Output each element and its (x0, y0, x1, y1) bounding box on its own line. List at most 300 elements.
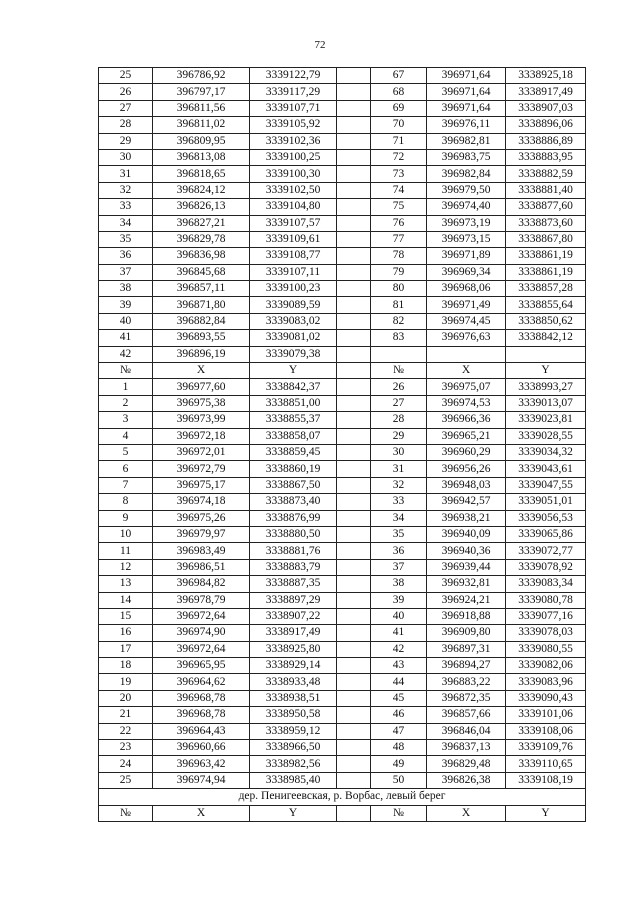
x-coordinate-cell: 396939,44 (427, 559, 506, 575)
y-coordinate-cell: 3339117,29 (250, 84, 337, 100)
y-coordinate-cell: 3339080,55 (506, 641, 586, 657)
spacer-cell (337, 428, 371, 444)
x-coordinate-cell: 396976,11 (427, 117, 506, 133)
x-coordinate-cell: 396969,34 (427, 264, 506, 280)
spacer-cell (337, 395, 371, 411)
y-coordinate-cell: 3339100,25 (250, 149, 337, 165)
y-coordinate-cell: 3338881,40 (506, 182, 586, 198)
x-coordinate-cell: 396809,95 (153, 133, 250, 149)
x-coordinate-cell: 396824,12 (153, 182, 250, 198)
point-number-cell: 42 (99, 346, 153, 362)
point-number-cell: 42 (371, 641, 427, 657)
point-number-cell: 32 (99, 182, 153, 198)
point-number-cell: 82 (371, 313, 427, 329)
y-coordinate-cell: 3338883,79 (250, 559, 337, 575)
point-number-cell: 23 (99, 740, 153, 756)
y-coordinate-cell: 3339078,92 (506, 559, 586, 575)
point-number-cell: 18 (99, 658, 153, 674)
x-coordinate-cell: 396948,03 (427, 477, 506, 493)
table-row (99, 526, 586, 542)
table-row (99, 625, 586, 641)
y-coordinate-cell (506, 346, 586, 362)
point-number-cell: 13 (99, 576, 153, 592)
spacer-cell (337, 297, 371, 313)
y-coordinate-cell: 3338950,58 (250, 707, 337, 723)
table-row (99, 100, 586, 116)
spacer-cell (337, 740, 371, 756)
point-number-cell: 38 (371, 576, 427, 592)
x-coordinate-cell: 396845,68 (153, 264, 250, 280)
y-coordinate-cell: 3338861,19 (506, 248, 586, 264)
point-number-cell: 39 (371, 592, 427, 608)
point-number-cell: 7 (99, 477, 153, 493)
y-coordinate-cell: 3339079,38 (250, 346, 337, 362)
spacer-cell (337, 444, 371, 460)
x-coordinate-cell: 396966,36 (427, 412, 506, 428)
x-coordinate-cell: 396871,80 (153, 297, 250, 313)
point-number-cell: 10 (99, 526, 153, 542)
spacer-cell (337, 199, 371, 215)
y-coordinate-cell: 3339102,50 (250, 182, 337, 198)
y-coordinate-cell: 3338850,62 (506, 313, 586, 329)
x-coordinate-cell: 396857,66 (427, 707, 506, 723)
y-coordinate-cell: 3338873,40 (250, 494, 337, 510)
point-number-cell: 12 (99, 559, 153, 575)
spacer-cell (337, 346, 371, 362)
point-number-cell: 81 (371, 297, 427, 313)
table-row (99, 690, 586, 706)
spacer-cell (337, 723, 371, 739)
y-coordinate-cell: 3338887,35 (250, 576, 337, 592)
spacer-cell (337, 690, 371, 706)
x-coordinate-cell: 396975,17 (153, 477, 250, 493)
point-number-cell: 76 (371, 215, 427, 231)
x-coordinate-cell: 396974,18 (153, 494, 250, 510)
point-number-cell: 67 (371, 68, 427, 84)
point-number-cell: 47 (371, 723, 427, 739)
header-row-bottom (99, 805, 586, 821)
header-y-cell: Y (250, 805, 337, 821)
header-x-cell: X (153, 805, 250, 821)
table-row (99, 559, 586, 575)
x-coordinate-cell: 396977,60 (153, 379, 250, 395)
table-row (99, 494, 586, 510)
table-row (99, 199, 586, 215)
x-coordinate-cell: 396975,07 (427, 379, 506, 395)
x-coordinate-cell: 396976,63 (427, 330, 506, 346)
spacer-cell (337, 559, 371, 575)
y-coordinate-cell: 3338907,03 (506, 100, 586, 116)
y-coordinate-cell: 3338882,59 (506, 166, 586, 182)
y-coordinate-cell: 3338876,99 (250, 510, 337, 526)
y-coordinate-cell: 3339043,61 (506, 461, 586, 477)
spacer-cell (337, 772, 371, 788)
y-coordinate-cell: 3339078,03 (506, 625, 586, 641)
y-coordinate-cell: 3338873,60 (506, 215, 586, 231)
point-number-cell: 26 (371, 379, 427, 395)
x-coordinate-cell: 396971,49 (427, 297, 506, 313)
point-number-cell: 41 (371, 625, 427, 641)
point-number-cell: 29 (371, 428, 427, 444)
point-number-cell: 4 (99, 428, 153, 444)
spacer-cell (337, 805, 371, 821)
table-row (99, 297, 586, 313)
x-coordinate-cell: 396883,22 (427, 674, 506, 690)
x-coordinate-cell: 396909,80 (427, 625, 506, 641)
y-coordinate-cell: 3339083,02 (250, 313, 337, 329)
y-coordinate-cell: 3339108,77 (250, 248, 337, 264)
table-row (99, 412, 586, 428)
y-coordinate-cell: 3339077,16 (506, 608, 586, 624)
table-row (99, 461, 586, 477)
x-coordinate-cell: 396897,31 (427, 641, 506, 657)
point-number-cell: 34 (99, 215, 153, 231)
point-number-cell: 48 (371, 740, 427, 756)
point-number-cell: 8 (99, 494, 153, 510)
spacer-cell (337, 313, 371, 329)
x-coordinate-cell: 396940,09 (427, 526, 506, 542)
y-coordinate-cell: 3338925,18 (506, 68, 586, 84)
x-coordinate-cell: 396975,38 (153, 395, 250, 411)
x-coordinate-cell: 396960,29 (427, 444, 506, 460)
point-number-cell (371, 346, 427, 362)
point-number-cell: 22 (99, 723, 153, 739)
point-number-cell: 83 (371, 330, 427, 346)
y-coordinate-cell: 3339080,78 (506, 592, 586, 608)
y-coordinate-cell: 3338917,49 (250, 625, 337, 641)
x-coordinate-cell: 396968,78 (153, 690, 250, 706)
y-coordinate-cell: 3338858,07 (250, 428, 337, 444)
point-number-cell: 32 (371, 477, 427, 493)
x-coordinate-cell: 396837,13 (427, 740, 506, 756)
y-coordinate-cell: 3338877,60 (506, 199, 586, 215)
spacer-cell (337, 117, 371, 133)
x-coordinate-cell: 396960,66 (153, 740, 250, 756)
spacer-cell (337, 264, 371, 280)
spacer-cell (337, 84, 371, 100)
x-coordinate-cell: 396973,15 (427, 231, 506, 247)
point-number-cell: 25 (99, 68, 153, 84)
y-coordinate-cell: 3338896,06 (506, 117, 586, 133)
point-number-cell: 43 (371, 658, 427, 674)
x-coordinate-cell: 396893,55 (153, 330, 250, 346)
x-coordinate-cell: 396974,45 (427, 313, 506, 329)
x-coordinate-cell: 396982,81 (427, 133, 506, 149)
point-number-cell: 40 (99, 313, 153, 329)
x-coordinate-cell: 396813,08 (153, 149, 250, 165)
x-coordinate-cell: 396786,92 (153, 68, 250, 84)
header-y-cell: Y (506, 805, 586, 821)
y-coordinate-cell: 3339089,59 (250, 297, 337, 313)
table-row (99, 379, 586, 395)
point-number-cell: 80 (371, 281, 427, 297)
x-coordinate-cell: 396979,97 (153, 526, 250, 542)
point-number-cell: 37 (99, 264, 153, 280)
point-number-cell: 3 (99, 412, 153, 428)
y-coordinate-cell: 3338851,00 (250, 395, 337, 411)
x-coordinate-cell (427, 346, 506, 362)
y-coordinate-cell: 3339083,34 (506, 576, 586, 592)
spacer-cell (337, 608, 371, 624)
spacer-cell (337, 68, 371, 84)
point-number-cell: 19 (99, 674, 153, 690)
x-coordinate-cell: 396986,51 (153, 559, 250, 575)
table-row (99, 117, 586, 133)
spacer-cell (337, 281, 371, 297)
x-coordinate-cell: 396846,04 (427, 723, 506, 739)
spacer-cell (337, 412, 371, 428)
y-coordinate-cell: 3338867,50 (250, 477, 337, 493)
x-coordinate-cell: 396973,99 (153, 412, 250, 428)
y-coordinate-cell: 3338859,45 (250, 444, 337, 460)
point-number-cell: 75 (371, 199, 427, 215)
x-coordinate-cell: 396982,84 (427, 166, 506, 182)
spacer-cell (337, 133, 371, 149)
x-coordinate-cell: 396984,82 (153, 576, 250, 592)
x-coordinate-cell: 396896,19 (153, 346, 250, 362)
point-number-cell: 16 (99, 625, 153, 641)
spacer-cell (337, 182, 371, 198)
point-number-cell: 39 (99, 297, 153, 313)
spacer-cell (337, 363, 371, 379)
x-coordinate-cell: 396974,90 (153, 625, 250, 641)
y-coordinate-cell: 3339051,01 (506, 494, 586, 510)
table-row (99, 674, 586, 690)
table-row (99, 313, 586, 329)
spacer-cell (337, 510, 371, 526)
y-coordinate-cell: 3339100,30 (250, 166, 337, 182)
point-number-cell: 24 (99, 756, 153, 772)
spacer-cell (337, 756, 371, 772)
y-coordinate-cell: 3339065,86 (506, 526, 586, 542)
point-number-cell: 45 (371, 690, 427, 706)
point-number-cell: 21 (99, 707, 153, 723)
table-row (99, 477, 586, 493)
table-row (99, 740, 586, 756)
header-y-cell: Y (506, 363, 586, 379)
x-coordinate-cell: 396924,21 (427, 592, 506, 608)
point-number-cell: 9 (99, 510, 153, 526)
coordinates-table (98, 67, 586, 822)
spacer-cell (337, 248, 371, 264)
point-number-cell: 70 (371, 117, 427, 133)
table-row (99, 592, 586, 608)
spacer-cell (337, 166, 371, 182)
header-x-cell: X (427, 805, 506, 821)
y-coordinate-cell: 3338917,49 (506, 84, 586, 100)
header-num-cell: № (371, 363, 427, 379)
y-coordinate-cell: 3338925,80 (250, 641, 337, 657)
y-coordinate-cell: 3339082,06 (506, 658, 586, 674)
x-coordinate-cell: 396974,53 (427, 395, 506, 411)
point-number-cell: 72 (371, 149, 427, 165)
x-coordinate-cell: 396827,21 (153, 215, 250, 231)
spacer-cell (337, 674, 371, 690)
spacer-cell (337, 379, 371, 395)
x-coordinate-cell: 396973,19 (427, 215, 506, 231)
table-row (99, 281, 586, 297)
point-number-cell: 68 (371, 84, 427, 100)
point-number-cell: 34 (371, 510, 427, 526)
y-coordinate-cell: 3338842,12 (506, 330, 586, 346)
table-row (99, 543, 586, 559)
x-coordinate-cell: 396932,81 (427, 576, 506, 592)
point-number-cell: 77 (371, 231, 427, 247)
point-number-cell: 15 (99, 608, 153, 624)
table-row (99, 756, 586, 772)
x-coordinate-cell: 396972,64 (153, 608, 250, 624)
y-coordinate-cell: 3338855,37 (250, 412, 337, 428)
spacer-cell (337, 592, 371, 608)
table-row (99, 84, 586, 100)
point-number-cell: 44 (371, 674, 427, 690)
table-row (99, 215, 586, 231)
y-coordinate-cell: 3338883,95 (506, 149, 586, 165)
x-coordinate-cell: 396971,64 (427, 68, 506, 84)
table-row (99, 395, 586, 411)
spacer-cell (337, 526, 371, 542)
spacer-cell (337, 330, 371, 346)
y-coordinate-cell: 3338886,89 (506, 133, 586, 149)
y-coordinate-cell: 3339108,19 (506, 772, 586, 788)
x-coordinate-cell: 396826,38 (427, 772, 506, 788)
point-number-cell: 1 (99, 379, 153, 395)
point-number-cell: 31 (99, 166, 153, 182)
y-coordinate-cell: 3339104,80 (250, 199, 337, 215)
x-coordinate-cell: 396971,64 (427, 84, 506, 100)
spacer-cell (337, 494, 371, 510)
x-coordinate-cell: 396972,79 (153, 461, 250, 477)
table-row (99, 166, 586, 182)
x-coordinate-cell: 396971,89 (427, 248, 506, 264)
point-number-cell: 14 (99, 592, 153, 608)
point-number-cell: 6 (99, 461, 153, 477)
header-x-cell: X (153, 363, 250, 379)
point-number-cell: 41 (99, 330, 153, 346)
y-coordinate-cell: 3339083,96 (506, 674, 586, 690)
y-coordinate-cell: 3339023,81 (506, 412, 586, 428)
y-coordinate-cell: 3338867,80 (506, 231, 586, 247)
y-coordinate-cell: 3338860,19 (250, 461, 337, 477)
x-coordinate-cell: 396826,13 (153, 199, 250, 215)
y-coordinate-cell: 3338842,37 (250, 379, 337, 395)
x-coordinate-cell: 396956,26 (427, 461, 506, 477)
y-coordinate-cell: 3339028,55 (506, 428, 586, 444)
point-number-cell: 78 (371, 248, 427, 264)
x-coordinate-cell: 396979,50 (427, 182, 506, 198)
point-number-cell: 27 (99, 100, 153, 116)
point-number-cell: 36 (99, 248, 153, 264)
point-number-cell: 36 (371, 543, 427, 559)
table-row (99, 608, 586, 624)
point-number-cell: 50 (371, 772, 427, 788)
x-coordinate-cell: 396942,57 (427, 494, 506, 510)
point-number-cell: 28 (371, 412, 427, 428)
spacer-cell (337, 641, 371, 657)
x-coordinate-cell: 396829,78 (153, 231, 250, 247)
spacer-cell (337, 149, 371, 165)
point-number-cell: 5 (99, 444, 153, 460)
x-coordinate-cell: 396975,26 (153, 510, 250, 526)
y-coordinate-cell: 3339100,23 (250, 281, 337, 297)
spacer-cell (337, 707, 371, 723)
table-row (99, 149, 586, 165)
y-coordinate-cell: 3338959,12 (250, 723, 337, 739)
y-coordinate-cell: 3339122,79 (250, 68, 337, 84)
y-coordinate-cell: 3338881,76 (250, 543, 337, 559)
x-coordinate-cell: 396918,88 (427, 608, 506, 624)
header-num-cell: № (371, 805, 427, 821)
y-coordinate-cell: 3338993,27 (506, 379, 586, 395)
spacer-cell (337, 231, 371, 247)
point-number-cell: 69 (371, 100, 427, 116)
table-row (99, 723, 586, 739)
x-coordinate-cell: 396811,56 (153, 100, 250, 116)
point-number-cell: 27 (371, 395, 427, 411)
table-row (99, 330, 586, 346)
y-coordinate-cell: 3338966,50 (250, 740, 337, 756)
table-row (99, 444, 586, 460)
y-coordinate-cell: 3339109,61 (250, 231, 337, 247)
x-coordinate-cell: 396965,21 (427, 428, 506, 444)
table-row (99, 510, 586, 526)
table-row (99, 182, 586, 198)
y-coordinate-cell: 3339090,43 (506, 690, 586, 706)
x-coordinate-cell: 396968,06 (427, 281, 506, 297)
header-y-cell: Y (250, 363, 337, 379)
x-coordinate-cell: 396983,49 (153, 543, 250, 559)
x-coordinate-cell: 396940,36 (427, 543, 506, 559)
y-coordinate-cell: 3338938,51 (250, 690, 337, 706)
y-coordinate-cell: 3339056,53 (506, 510, 586, 526)
y-coordinate-cell: 3338933,48 (250, 674, 337, 690)
x-coordinate-cell: 396968,78 (153, 707, 250, 723)
y-coordinate-cell: 3339105,92 (250, 117, 337, 133)
point-number-cell: 49 (371, 756, 427, 772)
point-number-cell: 29 (99, 133, 153, 149)
table-row (99, 346, 586, 362)
x-coordinate-cell: 396857,11 (153, 281, 250, 297)
point-number-cell: 30 (99, 149, 153, 165)
point-number-cell: 26 (99, 84, 153, 100)
x-coordinate-cell: 396965,95 (153, 658, 250, 674)
header-x-cell: X (427, 363, 506, 379)
x-coordinate-cell: 396971,64 (427, 100, 506, 116)
y-coordinate-cell: 3339107,57 (250, 215, 337, 231)
y-coordinate-cell: 3339107,71 (250, 100, 337, 116)
spacer-cell (337, 100, 371, 116)
table-row (99, 231, 586, 247)
x-coordinate-cell: 396829,48 (427, 756, 506, 772)
y-coordinate-cell: 3338907,22 (250, 608, 337, 624)
table-row (99, 772, 586, 788)
y-coordinate-cell: 3339108,06 (506, 723, 586, 739)
x-coordinate-cell: 396894,27 (427, 658, 506, 674)
point-number-cell: 30 (371, 444, 427, 460)
x-coordinate-cell: 396972,01 (153, 444, 250, 460)
x-coordinate-cell: 396811,02 (153, 117, 250, 133)
spacer-cell (337, 658, 371, 674)
x-coordinate-cell: 396938,21 (427, 510, 506, 526)
y-coordinate-cell: 3339102,36 (250, 133, 337, 149)
point-number-cell: 71 (371, 133, 427, 149)
page-number: 72 (314, 39, 326, 51)
y-coordinate-cell: 3339101,06 (506, 707, 586, 723)
point-number-cell: 28 (99, 117, 153, 133)
section-caption: дер. Пенигеевская, р. Ворбас, левый берег (99, 789, 586, 805)
table-row (99, 641, 586, 657)
spacer-cell (337, 543, 371, 559)
